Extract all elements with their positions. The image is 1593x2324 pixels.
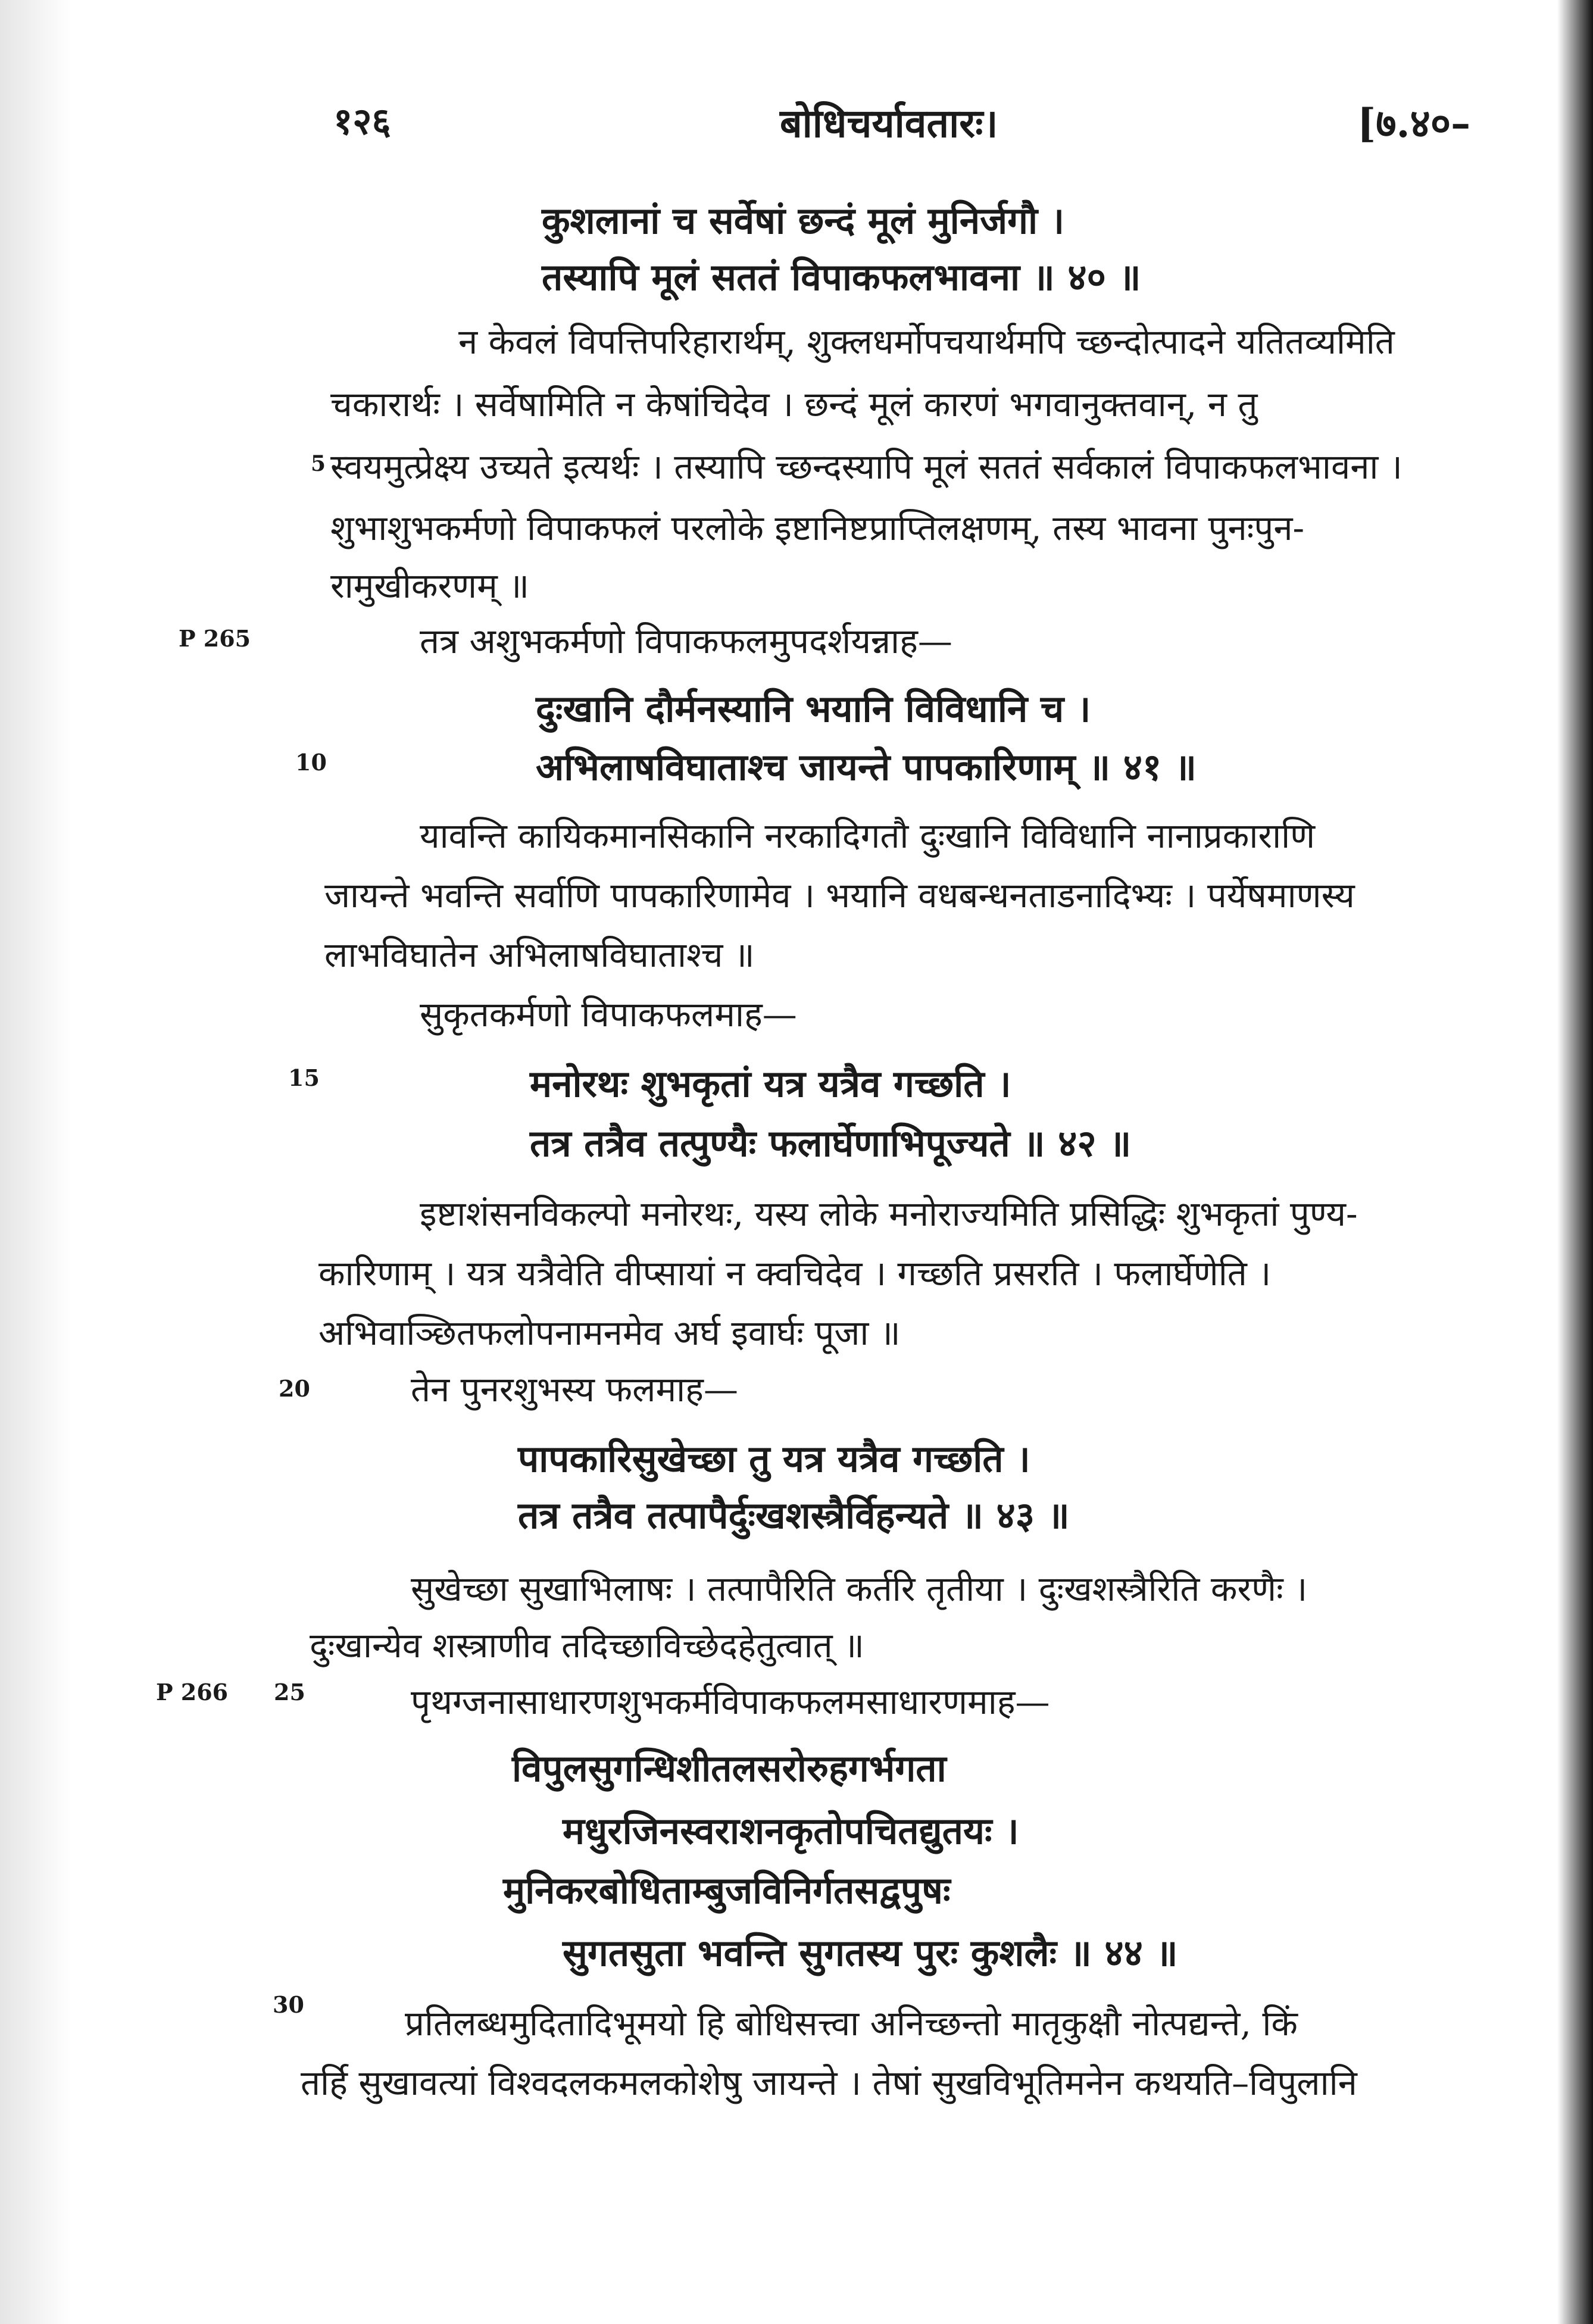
commentary-line: जायन्ते भवन्ति सर्वाणि पापकारिणामेव । भयानि वधबन्धनताडनादिभ्यः । पर्येषमाणस्य [324, 875, 1355, 916]
commentary-line: सुखेच्छा सुखाभिलाषः । तत्पापैरिति कर्तरि तृतीया । दुःखशस्त्रैरिति करणैः । [411, 1569, 1308, 1609]
line-number: 5 [311, 451, 326, 476]
verse-line: मनोरथः शुभकृतां यत्र यत्रैव गच्छति । [530, 1062, 1011, 1105]
commentary-line: दुःखान्येव शस्त्राणीव तदिच्छाविच्छेदहेतुत्वात् ॥ [310, 1625, 864, 1666]
verse-line: तस्यापि मूलं सततं विपाकफलभावना ॥ ४० ॥ [542, 255, 1141, 299]
margin-ref-p265: P 265 [179, 625, 251, 652]
verse-line: मुनिकरबोधिताम्बुजविनिर्गतसद्वपुषः [503, 1869, 951, 1912]
verse-line: तत्र तत्रैव तत्पुण्यैः फलार्घेणाभिपूज्यते ॥ ४२ ॥ [530, 1122, 1132, 1165]
commentary-line: शुभाशुभकर्मणो विपाकफलं परलोके इष्टानिष्टप्राप्तिलक्षणम्, तस्य भावना पुनःपुन- [330, 508, 1305, 548]
verse-line: पापकारिसुखेच्छा तु यत्र यत्रैव गच्छति । [518, 1437, 1030, 1480]
commentary-line: रामुखीकरणम् ॥ [330, 566, 529, 606]
commentary-line: अभिवाञ्छितफलोपनामनमेव अर्घ इवार्घः पूजा ॥ [318, 1313, 901, 1353]
commentary-line: इष्टाशंसनविकल्पो मनोरथः, यस्य लोके मनोराज्यमिति प्रसिद्धिः शुभकृतां पुण्य- [420, 1194, 1358, 1234]
commentary-line: कारिणाम् । यत्र यत्रैवेति वीप्सायां न क्वचिदेव । गच्छति प्रसरति । फलार्घेणेति । [318, 1253, 1272, 1294]
commentary-line: यावन्ति कायिकमानसिकानि नरकादिगतौ दुःखानि विविधानि नानाप्रकाराणि [420, 816, 1316, 856]
verse-line: विपुलसुगन्धिशीतलसरोरुहगर्भगता [512, 1747, 947, 1790]
verse-line: मधुरजिनस्वराशनकृतोपचितद्युतयः । [563, 1809, 1019, 1853]
intro-line: पृथग्जनासाधारणशुभकर्मविपाकफलमसाधारणमाह— [411, 1682, 1050, 1722]
running-title: बोधिचर्यावतारः। [780, 100, 998, 146]
line-number: 25 [274, 1679, 305, 1705]
verse-line: सुगतसुता भवन्ति सुगतस्य पुरः कुशलैः ॥ ४४ ॥ [563, 1931, 1178, 1975]
intro-line: सुकृतकर्मणो विपाकफलमाह— [420, 994, 797, 1035]
commentary-line: न केवलं विपत्तिपरिहारार्थम्, शुक्लधर्मोपचयार्थमपि च्छन्दोत्पादने यतितव्यमिति [458, 321, 1395, 362]
line-number: 20 [279, 1375, 310, 1402]
commentary-line: प्रतिलब्धमुदितादिभूमयो हि बोधिसत्त्वा अनिच्छन्तो मातृकुक्षौ नोत्पद्यन्ते, किं [405, 2003, 1298, 2044]
page-number: १२६ [333, 99, 391, 143]
page-header [0, 95, 1593, 161]
commentary-line: तर्हि सुखावत्यां विश्वदलकमलकोशेषु जायन्ते । तेषां सुखविभूतिमनेन कथयति–विपुलानि [301, 2063, 1357, 2103]
scan-shadow-left [0, 0, 71, 2324]
section-reference: [७.४०– [1357, 100, 1471, 146]
scan-edge-right [1557, 0, 1593, 2324]
verse-line: अभिलाषविघाताश्च जायन्ते पापकारिणाम् ॥ ४१ ॥ [536, 745, 1197, 789]
verse-line: दुःखानि दौर्मनस्यानि भयानि विविधानि च । [536, 687, 1091, 730]
commentary-line: चकारार्थः । सर्वेषामिति न केषांचिदेव । छन्दं मूलं कारणं भगवानुक्तवान्, न तु [330, 384, 1258, 424]
commentary-line: स्वयमुत्प्रेक्ष्य उच्यते इत्यर्थः । तस्यापि च्छन्दस्यापि मूलं सततं सर्वकालं विपाकफलभावना । [330, 446, 1403, 487]
intro-line: तत्र अशुभकर्मणो विपाकफलमुपदर्शयन्नाह— [420, 621, 952, 661]
commentary-line: लाभविघातेन अभिलाषविघाताश्च ॥ [324, 935, 755, 975]
line-number: 15 [288, 1064, 320, 1091]
margin-ref-p266: P 266 [156, 1679, 229, 1705]
line-number: 10 [295, 749, 327, 776]
intro-line: तेन पुनरशुभस्य फलमाह— [411, 1369, 738, 1410]
line-number: 30 [273, 1991, 304, 2018]
verse-line: तत्र तत्रैव तत्पापैर्दुःखशस्त्रैर्विहन्यते ॥ ४३ ॥ [518, 1494, 1070, 1537]
verse-line: कुशलानां च सर्वेषां छन्दं मूलं मुनिर्जगौ । [542, 199, 1065, 242]
